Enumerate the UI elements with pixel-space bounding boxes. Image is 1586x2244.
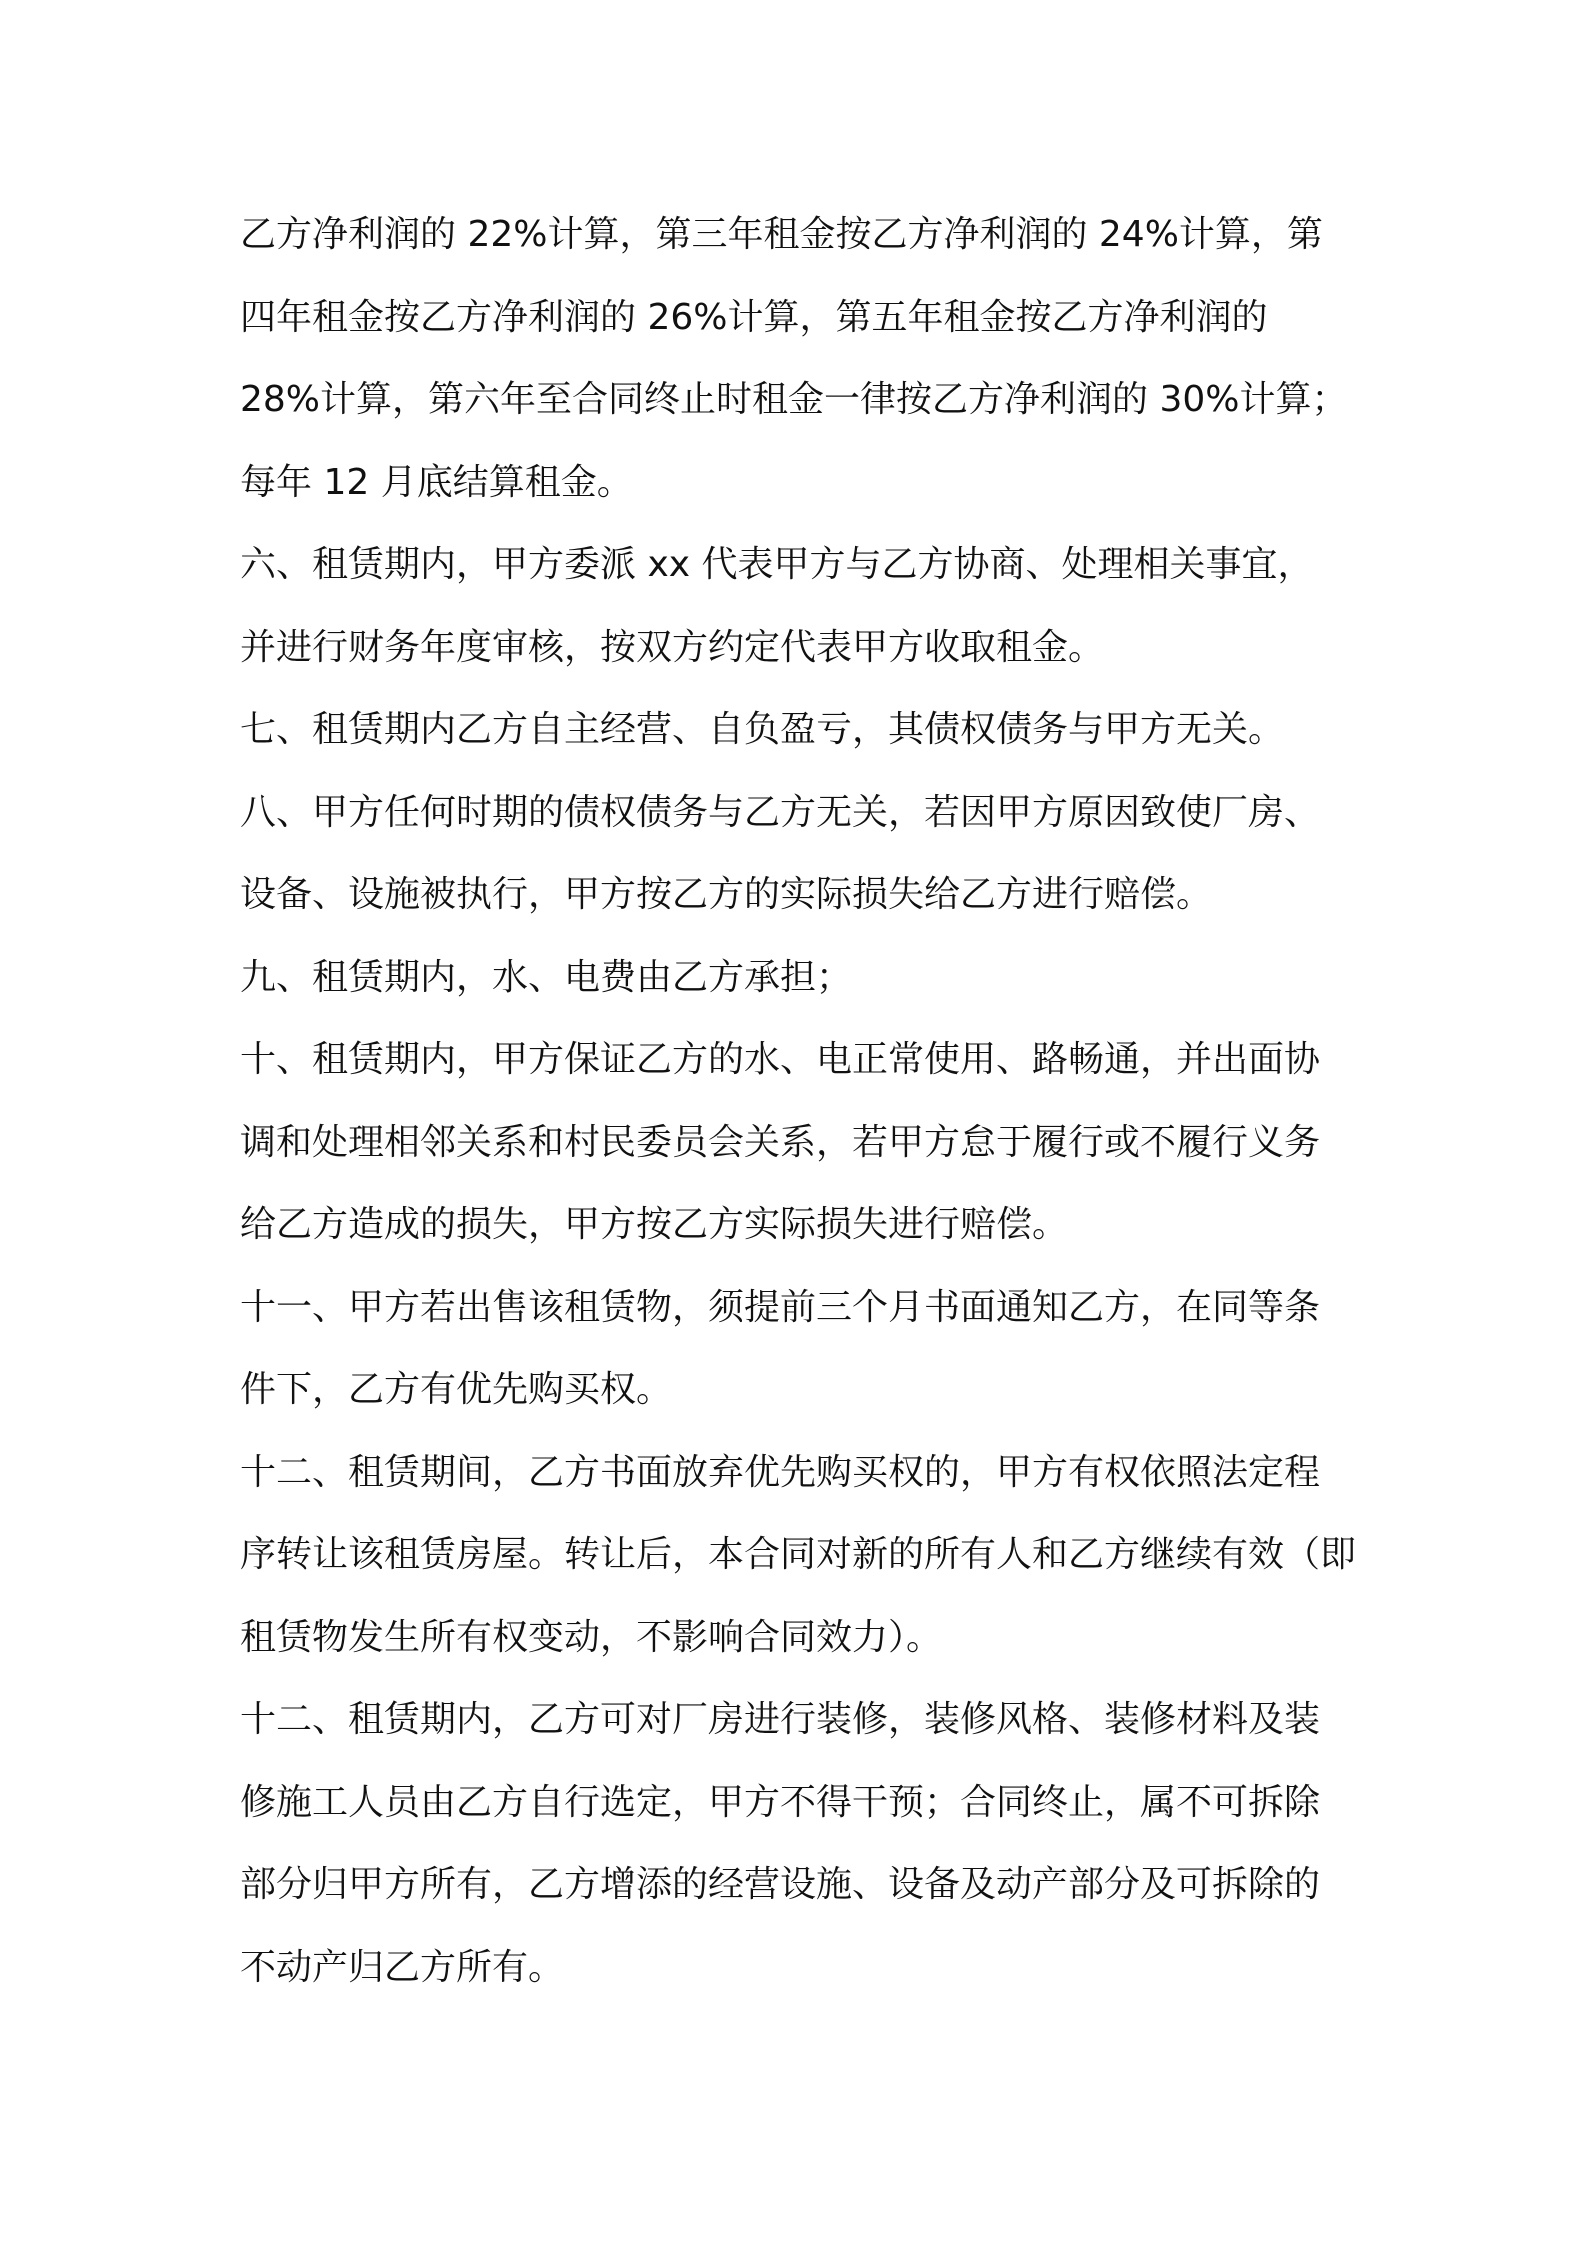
text-line: 七、租赁期内乙方自主经营、自负盈亏，其债权债务与甲方无关。 [240,709,1285,750]
text-line: 序转让该租赁房屋。转让后，本合同对新的所有人和乙方继续有效（即 [240,1534,1357,1575]
text-line: 十二、租赁期间，乙方书面放弃优先购买权的，甲方有权依照法定程 [240,1451,1321,1493]
text-line: 给乙方造成的损失，甲方按乙方实际损失进行赔偿。 [240,1204,1069,1245]
text-line: 九、租赁期内，水、电费由乙方承担； [240,956,853,998]
text-line: 十二、租赁期内，乙方可对厂房进行装修，装修风格、装修材料及装 [240,1699,1321,1740]
text-line: 件下，乙方有优先购买权。 [240,1369,673,1410]
text-line: 28%计算，第六年至合同终止时租金一律按乙方净利润的 30%计算； [240,379,1348,420]
text-line: 设备、设施被执行，甲方按乙方的实际损失给乙方进行赔偿。 [240,874,1213,915]
text-line: 修施工人员由乙方自行选定，甲方不得干预；合同终止，属不可拆除 [240,1781,1321,1823]
text-line: 不动产归乙方所有。 [240,1946,565,1988]
text-line: 八、甲方任何时期的债权债务与乙方无关，若因甲方原因致使厂房、 [240,791,1321,833]
text-line: 四年租金按乙方净利润的 26%计算，第五年租金按乙方净利润的 [240,296,1268,338]
text-line: 十一、甲方若出售该租赁物，须提前三个月书面通知乙方，在同等条 [240,1286,1321,1328]
text-line: 调和处理相邻关系和村民委员会关系，若甲方怠于履行或不履行义务 [240,1121,1321,1163]
text-line: 租赁物发生所有权变动，不影响合同效力）。 [240,1616,943,1658]
contract-text [240,194,1360,2009]
text-line: 乙方净利润的 22%计算，第三年租金按乙方净利润的 24%计算，第 [240,214,1323,255]
text-line: 并进行财务年度审核，按双方约定代表甲方收取租金。 [240,626,1105,668]
text-line: 十、租赁期内，甲方保证乙方的水、电正常使用、路畅通，并出面协 [240,1039,1321,1080]
text-line: 每年 12 月底结算租金。 [240,461,633,503]
text-line: 部分归甲方所有，乙方增添的经营设施、设备及动产部分及可拆除的 [240,1864,1321,1905]
text-line: 六、租赁期内，甲方委派 xx 代表甲方与乙方协商、处理相关事宜， [240,544,1314,585]
